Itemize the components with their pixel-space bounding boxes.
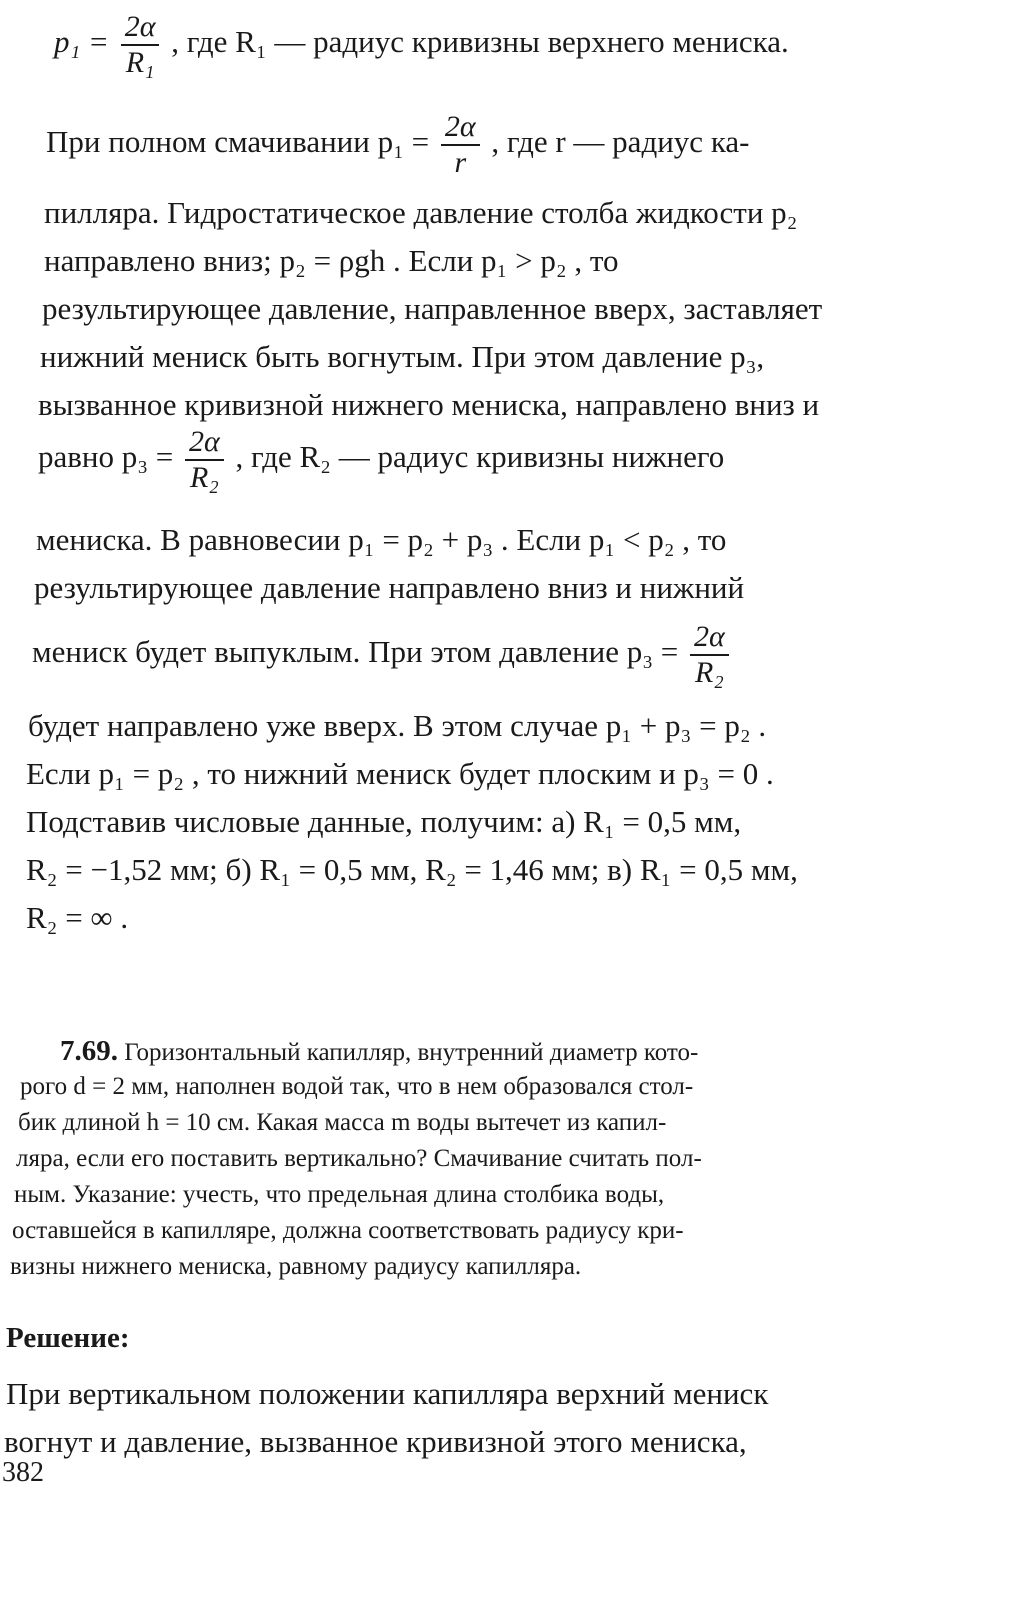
fraction-numerator: 2α: [441, 110, 480, 146]
solution-line: При вертикальном положении капилляра верхний мениск: [6, 1376, 769, 1411]
text-line: Подставив числовые данные, получим: а) R₁ = 0,5 мм,: [26, 804, 742, 839]
line-text: При полном смачивании p₁ =: [46, 124, 430, 160]
problem-line: ляра, если его поставить вертикально? Смачивание считать пол-: [16, 1145, 702, 1172]
solution-line: вогнут и давление, вызванное кривизной этого мениска,: [4, 1424, 747, 1459]
text-line: R₂ = ∞ .: [26, 900, 129, 935]
text-line: [38, 425, 918, 495]
line-text: , где R₁ — радиус кривизны верхнего мениска.: [171, 24, 789, 60]
fraction: [441, 110, 480, 180]
fraction-denominator: R₂: [190, 461, 219, 494]
text-line: результирующее давление направлено вниз и нижний: [34, 570, 745, 605]
text-line: [46, 110, 926, 180]
text-line: вызванное кривизной нижнего мениска, направлено вниз и: [38, 387, 820, 422]
fraction-numerator: 2α: [690, 620, 729, 656]
text-line: Если p₁ = p₂ , то нижний мениск будет плоским и p₃ = 0 .: [26, 756, 774, 791]
problem-line: оставшейся в капилляре, должна соответствовать радиусу кри-: [12, 1217, 684, 1244]
fraction: [121, 10, 160, 80]
problem-line: ным. Указание: учесть, что предельная длина столбика воды,: [14, 1181, 665, 1208]
line-text: мениск будет выпуклым. При этом давление p₃ =: [32, 634, 679, 670]
problem-line: [60, 1036, 698, 1068]
text-line: [32, 620, 912, 690]
problem-text: Горизонтальный капилляр, внутренний диаметр кото-: [124, 1039, 699, 1066]
text-line: результирующее давление, направленное вверх, заставляет: [42, 291, 823, 326]
text-line: нижний мениск быть вогнутым. При этом давление p₃,: [40, 339, 765, 374]
page-number: 382: [2, 1457, 44, 1488]
text-line: будет направлено уже вверх. В этом случае p₁ + p₃ = p₂ .: [28, 708, 767, 743]
equation: p₁ =: [54, 24, 109, 60]
fraction: [185, 425, 224, 495]
line-text: , где r — радиус ка-: [491, 124, 750, 160]
text-line: R₂ = −1,52 мм; б) R₁ = 0,5 мм, R₂ = 1,46 мм; в) R₁ = 0,5 мм,: [26, 852, 798, 887]
solution-heading: Решение:: [6, 1322, 130, 1354]
problem-line: визны нижнего мениска, равному радиусу капилляра.: [10, 1253, 582, 1280]
text-line: пилляра. Гидростатическое давление столба жидкости p₂: [44, 195, 798, 230]
text-line: направлено вниз; p₂ = ρgh . Если p₁ > p₂ , то: [44, 243, 619, 278]
fraction-numerator: 2α: [185, 425, 224, 461]
line-text: равно p₃ =: [38, 439, 174, 475]
text-line: мениска. В равновесии p₁ = p₂ + p₃ . Если p₁ < p₂ , то: [36, 522, 727, 557]
fraction-denominator: r: [454, 146, 467, 179]
fraction-denominator: R₂: [695, 656, 724, 689]
problem-number: 7.69.: [60, 1035, 118, 1067]
fraction: [690, 620, 729, 690]
line-text: , где R₂ — радиус кривизны нижнего: [235, 439, 725, 475]
problem-line: бик длиной h = 10 см. Какая масса m воды вытечет из капил-: [18, 1109, 667, 1136]
text-line: [54, 10, 934, 80]
fraction-numerator: 2α: [121, 10, 160, 46]
fraction-denominator: R₁: [125, 46, 155, 79]
problem-line: рого d = 2 мм, наполнен водой так, что в нем образовался стол-: [20, 1073, 694, 1100]
